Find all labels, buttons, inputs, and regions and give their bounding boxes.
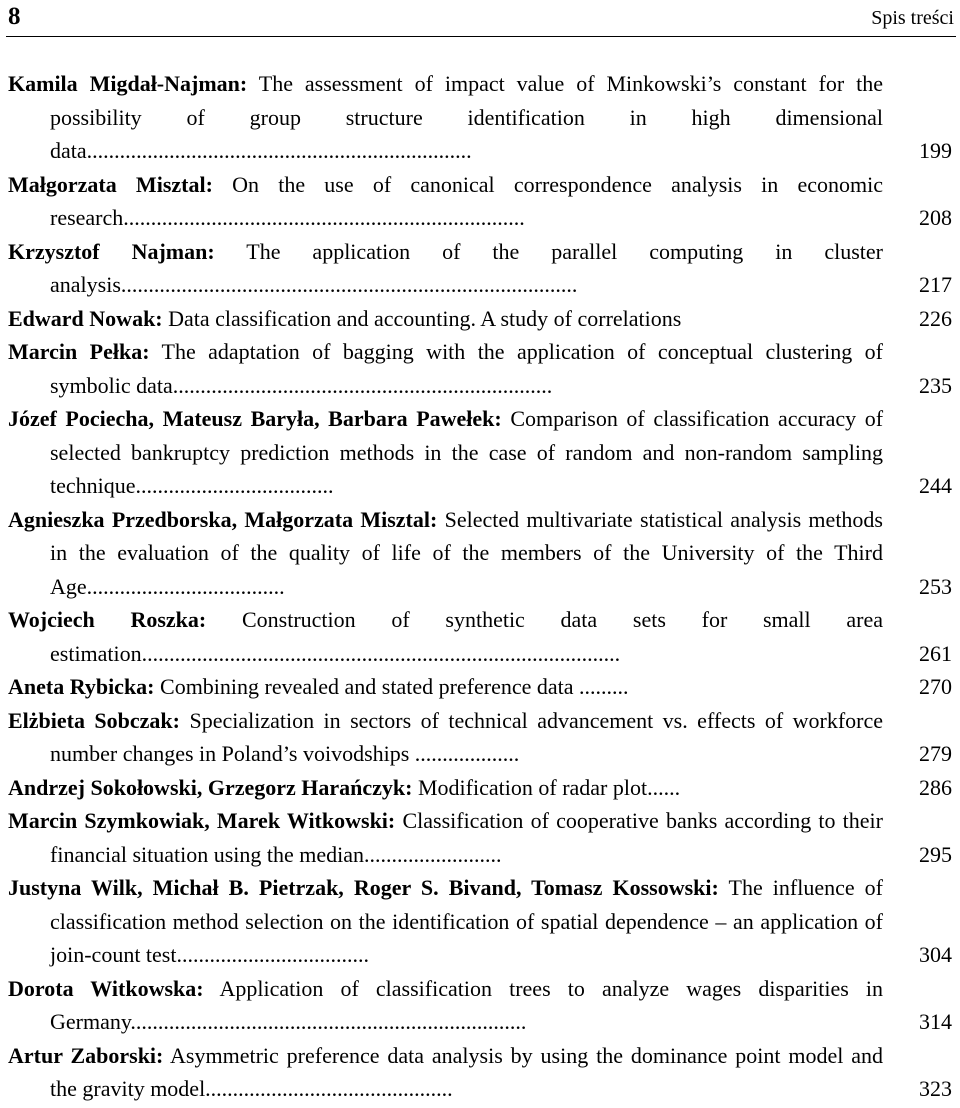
toc-entry-title: The assessment of impact value of Minkowski’s constant for the possibility of group structure identification in high dimensional data...................................................................... xyxy=(50,71,883,163)
toc-entry-page: 270 xyxy=(919,674,952,699)
toc-entry xyxy=(8,670,956,704)
toc-entry-title: Data classification and accounting. A study of correlations xyxy=(168,305,682,331)
toc-entry xyxy=(8,402,956,503)
toc-entry-page: 208 xyxy=(919,205,952,230)
toc-entry-title: Construction of synthetic data sets for small area estimation....................................................................................... xyxy=(50,607,883,666)
toc-entry-text xyxy=(8,771,883,805)
toc-entry-text xyxy=(8,235,883,302)
toc-entry-text xyxy=(8,804,883,871)
toc-entry xyxy=(8,972,956,1039)
toc-entry xyxy=(8,603,956,670)
toc-entry-text xyxy=(8,302,883,336)
toc-entry-authors: Andrzej Sokołowski, Grzegorz Harańczyk: xyxy=(8,774,413,800)
toc-entry-title: Application of classification trees to analyze wages disparities in Germany........................................................................ xyxy=(50,975,883,1034)
toc-entry-text xyxy=(8,402,883,503)
toc-entry-text xyxy=(8,871,883,972)
toc-entry-title: On the use of canonical correspondence analysis in economic research......................................................................... xyxy=(50,171,884,230)
toc-entry-text xyxy=(8,1039,883,1106)
toc-entry-authors: Małgorzata Misztal: xyxy=(8,171,213,197)
toc-entry-authors: Justyna Wilk, Michał B. Pietrzak, Roger S. Bivand, Tomasz Kossowski: xyxy=(8,875,719,900)
toc-entry xyxy=(8,871,956,972)
page-header xyxy=(6,0,956,37)
toc-entry-text xyxy=(8,503,883,604)
toc-entry-page: 279 xyxy=(919,741,952,766)
toc-entry-page: 217 xyxy=(919,272,952,297)
toc-entry xyxy=(8,503,956,604)
toc-entry-page: 304 xyxy=(919,942,952,967)
toc-entry-title: The application of the parallel computing in cluster analysis................................................................................... xyxy=(50,238,883,297)
toc-entry-title: Comparison of classification accuracy of selected bankruptcy prediction methods in the case of random and non-random sampling technique.................................... xyxy=(50,406,884,498)
toc-entry-authors: Józef Pociecha, Mateusz Baryła, Barbara Pawełek: xyxy=(8,406,502,431)
toc-entry-text xyxy=(8,67,883,168)
toc-entry-authors: Elżbieta Sobczak: xyxy=(8,707,180,733)
toc-entry xyxy=(8,1039,956,1106)
toc-entry-text xyxy=(8,335,883,402)
toc-entry-page: 286 xyxy=(919,774,952,800)
toc-entry xyxy=(8,704,956,771)
toc-entry xyxy=(8,235,956,302)
toc-entry-page: 314 xyxy=(919,1009,952,1034)
toc-entry-page: 253 xyxy=(919,573,952,599)
toc-entry-page: 244 xyxy=(919,473,952,498)
toc-entry-authors: Aneta Rybicka: xyxy=(8,674,155,699)
toc-entry-page: 323 xyxy=(919,1076,952,1101)
toc-entry-page: 226 xyxy=(919,305,952,331)
toc-entry-text xyxy=(8,603,883,670)
toc-entry-text xyxy=(8,972,883,1039)
toc-entry-title: Classification of cooperative banks according to their financial situation using the median......................... xyxy=(50,808,883,867)
toc-entry-title: Specialization in sectors of technical advancement vs. effects of workforce number changes in Poland’s voivodships ................... xyxy=(50,707,884,766)
table-of-contents xyxy=(8,67,956,1106)
toc-entry xyxy=(8,335,956,402)
toc-entry-title: Modification of radar plot...... xyxy=(418,774,681,800)
toc-entry-authors: Wojciech Roszka: xyxy=(8,607,207,632)
toc-entry-page: 295 xyxy=(919,841,952,867)
toc-entry-authors: Marcin Szymkowiak, Marek Witkowski: xyxy=(8,808,396,833)
toc-entry-title: Selected multivariate statistical analysis methods in the evaluation of the quality of life of the members of the University of the Third Age.................................... xyxy=(50,506,883,599)
toc-entry-authors: Dorota Witkowska: xyxy=(8,975,204,1001)
toc-entry xyxy=(8,168,956,235)
running-head: Spis treści xyxy=(871,7,954,29)
toc-entry-authors: Agnieszka Przedborska, Małgorzata Misztal: xyxy=(8,506,438,532)
toc-entry-title: The influence of classification method selection on the identification of spatial dependence – an application of join-count test................................... xyxy=(50,875,883,967)
toc-entry-page: 199 xyxy=(919,138,952,163)
toc-entry-authors: Kamila Migdał-Najman: xyxy=(8,71,248,96)
toc-entry-title: The adaptation of bagging with the application of conceptual clustering of symbolic data..................................................................... xyxy=(50,339,884,398)
toc-entry xyxy=(8,67,956,168)
toc-entry-text xyxy=(8,168,883,235)
toc-entry-authors: Edward Nowak: xyxy=(8,305,163,331)
toc-entry-title: Asymmetric preference data analysis by using the dominance point model and the gravity model............................................. xyxy=(50,1042,883,1101)
page-number: 8 xyxy=(8,3,21,30)
toc-entry-page: 261 xyxy=(919,640,952,666)
toc-entry xyxy=(8,302,956,336)
toc-entry-title: Combining revealed and stated preference data ......... xyxy=(160,674,629,699)
toc-entry-authors: Krzysztof Najman: xyxy=(8,238,215,264)
toc-entry xyxy=(8,771,956,805)
toc-entry xyxy=(8,804,956,871)
toc-entry-page: 235 xyxy=(919,372,952,398)
toc-entry-authors: Artur Zaborski: xyxy=(8,1042,164,1068)
toc-entry-text xyxy=(8,670,883,704)
toc-entry-text xyxy=(8,704,883,771)
toc-entry-authors: Marcin Pełka: xyxy=(8,339,150,364)
